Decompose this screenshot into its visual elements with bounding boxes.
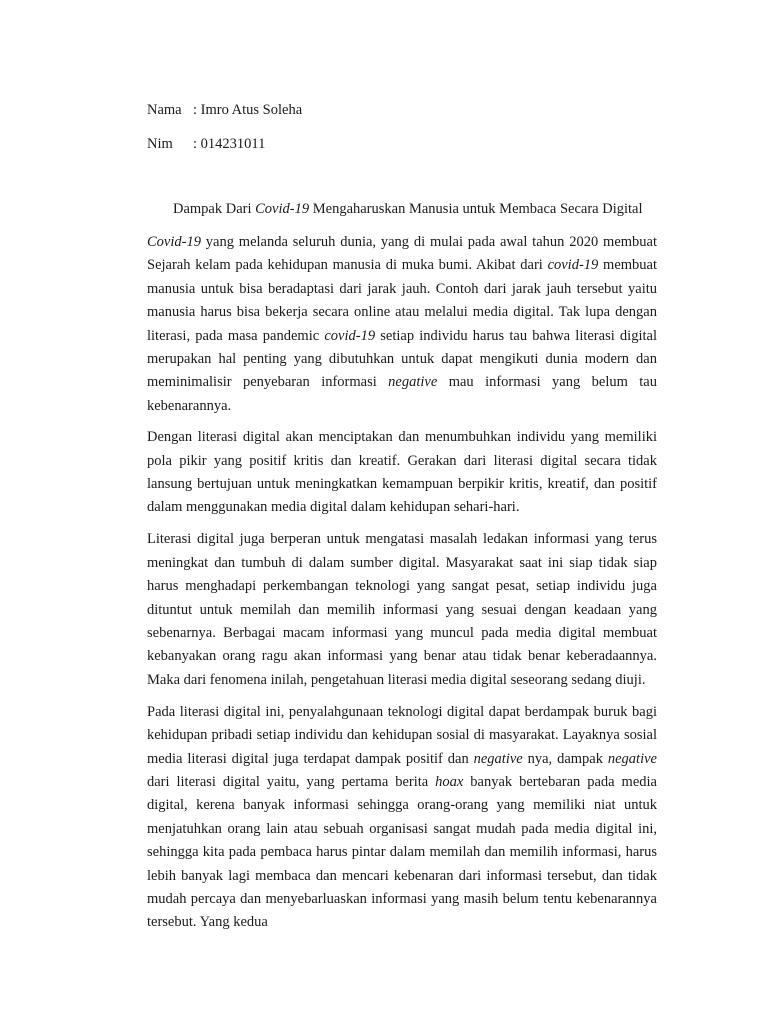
nim-value: : 014231011 <box>193 136 266 152</box>
name-value: : Imro Atus Soleha <box>193 102 303 118</box>
italic-term: Covid-19 <box>147 234 201 250</box>
document-title <box>173 200 643 218</box>
italic-term: negative <box>473 750 523 767</box>
paragraph-text: Literasi digital juga berperan untuk mengatasi masalah ledakan informasi yang terus meningkat dan tumbuh di dalam sumber digital. Masyarakat saat ini siap tidak siap harus menghadapi perkembangan teknologi yang sangat pesat, setiap individu juga dituntut untuk memilah dan memilih informasi yang sesuai dengan keadaan yang sebenarnya. Berbagai macam informasi yang muncul pada media digital membuat kebanyakan orang ragu akan informasi yang benar atau tidak benar keberadaannya. Maka dari fenomena inilah, pengetahuan literasi media digital seseorang sedang diuji. <box>147 531 657 688</box>
title-after: Mengaharuskan Manusia untuk Membaca Secara Digital <box>309 201 643 217</box>
name-row <box>147 101 302 119</box>
italic-term: covid-19 <box>547 257 599 274</box>
paragraph-text: Pada literasi digital ini, penyalahgunaan teknologi digital dapat berdampak buruk bagi kehidupan pribadi setiap individu dan kehidupan sosial di masyarakat. Layaknya sosial media literasi digital juga terdapat dampak positif dan <box>147 703 657 767</box>
paragraph-text: nya, dampak <box>522 750 608 767</box>
paragraph-text: Dengan literasi digital akan menciptakan dan menumbuhkan individu yang memiliki pola pikir yang positif kritis dan kreatif. Gerakan dari literasi digital secara tidak lansung bertujuan untuk meningkatkan kemampuan berpikir kritis, kreatif, dan positif dalam menggunakan media digital dalam kehidupan sehari-hari. <box>147 429 657 516</box>
body-paragraph <box>147 701 657 935</box>
italic-term: negative <box>607 750 657 767</box>
title-italic: Covid-19 <box>255 201 310 217</box>
body-paragraph <box>147 231 657 418</box>
paragraph-text: setiap individu harus tau bahwa literasi digital merupakan hal penting yang dibutuhkan untuk dapat mengikuti dunia modern dan meminimalisir penyebaran informasi <box>147 327 657 391</box>
name-label: Nama <box>147 102 182 118</box>
paragraph-text: dari literasi digital yaitu, yang pertama berita <box>147 773 436 790</box>
document-body <box>147 231 657 943</box>
italic-term: negative <box>388 374 438 391</box>
title-before: Dampak Dari <box>173 201 256 217</box>
paragraph-text: banyak bertebaran pada media digital, kerena banyak informasi sehingga orang-orang yang memiliki niat untuk menjatuhkan orang lain atau sebuah organisasi sangat mudah pada media digital ini, sehingga kita pada pembaca harus pintar dalam memilah dan memilih informasi, harus lebih banyak lagi membaca dan mencari kebenaran dari informasi tersebut, dan tidak mudah percaya dan menyebarluaskan informasi yang masih belum tentu kebenarannya tersebut. Yang kedua <box>147 773 657 931</box>
nim-label: Nim <box>147 136 173 152</box>
body-paragraph <box>147 426 657 520</box>
paragraph-text: mau informasi yang belum tau kebenarannya. <box>147 374 657 414</box>
nim-row <box>147 135 265 153</box>
italic-term: hoax <box>435 773 464 790</box>
paragraph-text: membuat manusia untuk bisa beradaptasi dari jarak jauh. Contoh dari jarak jauh tersebut yaitu manusia harus bisa bekerja secara online atau melalui media digital. Tak lupa dengan literasi, pada masa pandemic <box>147 257 657 344</box>
paragraph-text: yang melanda seluruh dunia, yang di mulai pada awal tahun 2020 membuat Sejarah kelam pada kehidupan manusia di muka bumi. Akibat dari <box>147 234 657 274</box>
body-paragraph <box>147 528 657 692</box>
italic-term: covid-19 <box>324 327 376 344</box>
